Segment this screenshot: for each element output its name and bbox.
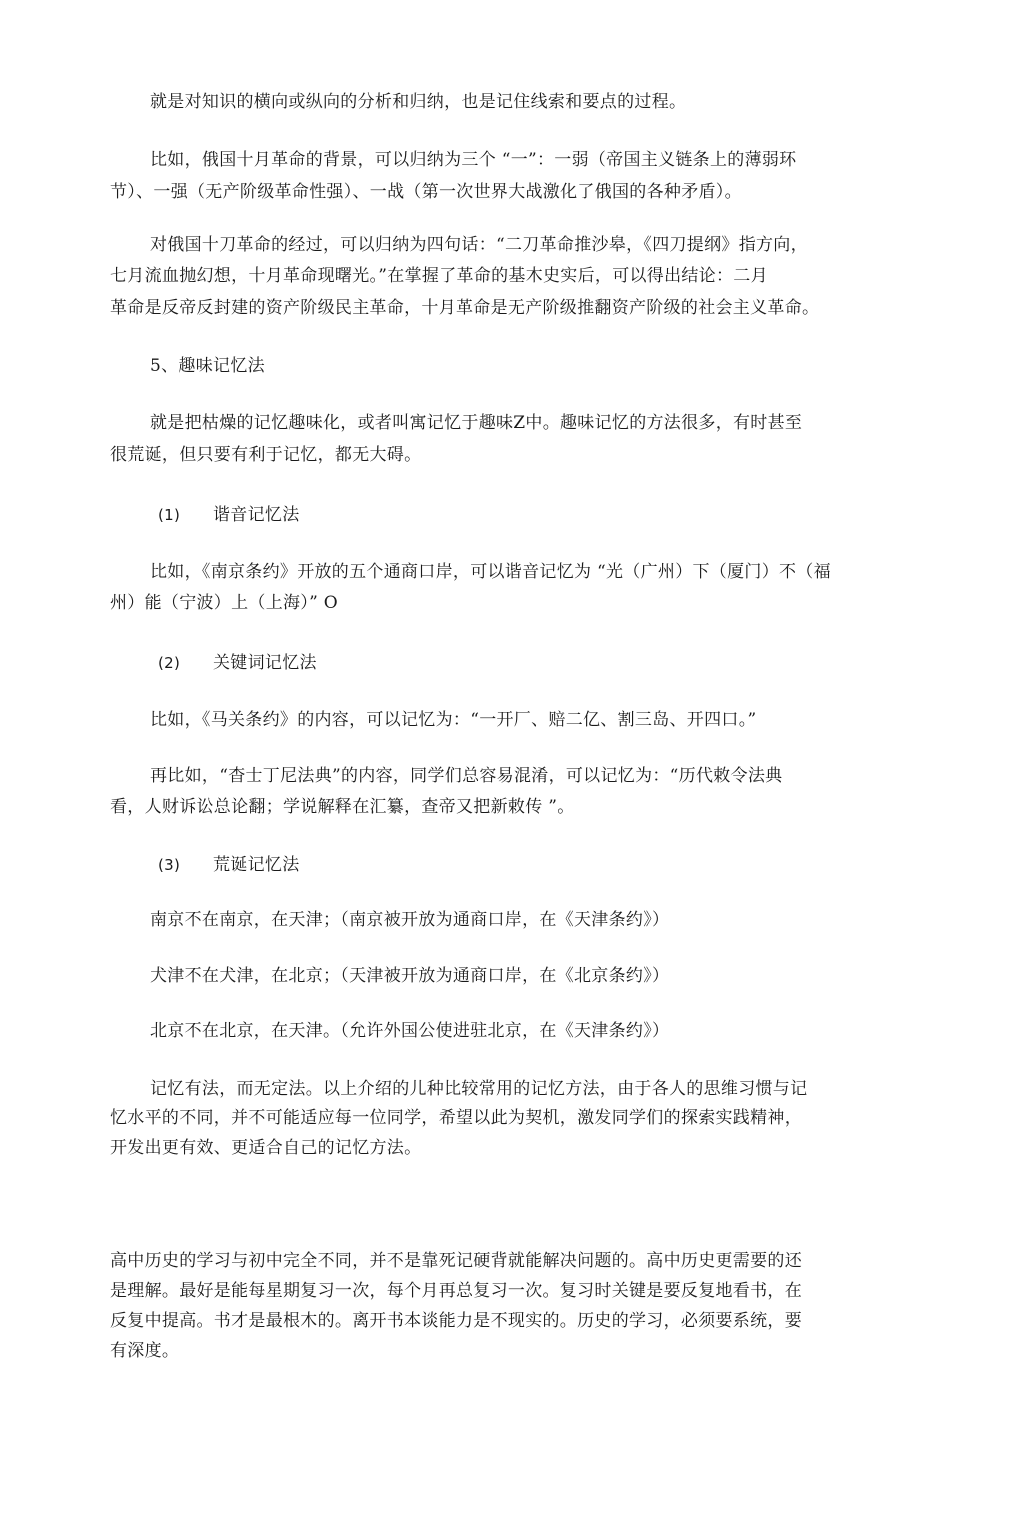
paragraph-line: 对俄国十刀革命的经过，可以归纳为四句话：“二刀革命推沙皋，《四刀提纲》指方向， xyxy=(150,235,808,255)
paragraph-line: 记忆有法，而无定法。以上介绍的儿种比较常用的记忆方法，由于各人的思维习惯与记 xyxy=(150,1079,808,1099)
subsection-title: 荒诞记忆法 xyxy=(213,855,300,875)
subsection-number: (3) xyxy=(158,856,181,874)
paragraph-line: 七月流血抛幻想，十月革命现曙光。”在掌握了革命的基木史实后，可以得出结论：二月 xyxy=(110,266,768,286)
paragraph-line: 有深度。 xyxy=(110,1341,180,1361)
paragraph-line: 看，人财诉讼总论翻；学说解释在汇纂，查帝又把新敕传 ”。 xyxy=(110,797,575,817)
section-heading: 5、趣味记忆法 xyxy=(150,356,265,376)
paragraph-line: 开发出更有效、更适合自己的记忆方法。 xyxy=(110,1138,422,1158)
subsection-title: 谐音记忆法 xyxy=(213,505,300,525)
paragraph-line: 比如，《马关条约》的内容，可以记忆为：“一开厂、赔二亿、割三岛、开四口。” xyxy=(150,710,757,730)
paragraph-line: 比如，《南京条约》开放的五个通商口岸，可以谐音记忆为 “光（广州）下（厦门）不（福 xyxy=(150,562,831,582)
paragraph-line: 忆水平的不同，并不可能适应每一位同学，希望以此为契机，激发同学们的探索实践精神， xyxy=(110,1108,802,1128)
paragraph-line: 高中历史的学习与初中完全不同，并不是靠死记硬背就能解决问题的。高中历史更需要的还 xyxy=(110,1251,802,1271)
paragraph-line: 革命是反帝反封建的资产阶级民主革命，十月革命是无产阶级推翻资产阶级的社会主义革命。 xyxy=(110,298,820,318)
paragraph-line: 节）、一强（无产阶级革命性强）、一战（第一次世界大战激化了俄国的各种矛盾）。 xyxy=(110,182,742,202)
paragraph-line: 犬津不在犬津，在北京；（天津被开放为通商口岸，在《北京条约》） xyxy=(150,966,670,986)
paragraph-line: 很荒诞，但只要有利于记忆，都无大碍。 xyxy=(110,445,422,465)
subsection-number: (1) xyxy=(158,506,181,524)
paragraph-line: 就是把枯燥的记忆趣味化，或者叫寓记忆于趣味Z中。趣味记忆的方法很多，有时甚至 xyxy=(150,413,803,433)
paragraph-line: 是理解。最好是能每星期复习一次，每个月再总复习一次。复习时关键是要反复地看书，在 xyxy=(110,1281,802,1301)
subsection-number: (2) xyxy=(158,654,181,672)
paragraph-line: 比如，俄国十月革命的背景，可以归纳为三个 “一”：一弱（帝国主义链条上的薄弱环 xyxy=(150,150,797,170)
paragraph-line: 南京不在南京，在天津；（南京被开放为通商口岸，在《天津条约》） xyxy=(150,910,670,930)
subsection-title: 关键词记忆法 xyxy=(213,653,317,673)
paragraph-line: 再比如，“杳士丁尼法典”的内容，同学们总容易混淆，可以记忆为：“历代敕令法典 xyxy=(150,766,783,786)
paragraph-line: 北京不在北京，在天津。（允许外国公使进驻北京，在《天津条约》） xyxy=(150,1021,670,1041)
paragraph-line: 就是对知识的横向或纵向的分析和归纳，也是记住线索和要点的过程。 xyxy=(150,92,687,112)
paragraph-line: 反复中提高。书才是最根木的。离开书本谈能力是不现实的。历史的学习，必须要系统，要 xyxy=(110,1311,802,1331)
paragraph-line: 州）能（宁波）上（上海）” O xyxy=(110,593,339,613)
